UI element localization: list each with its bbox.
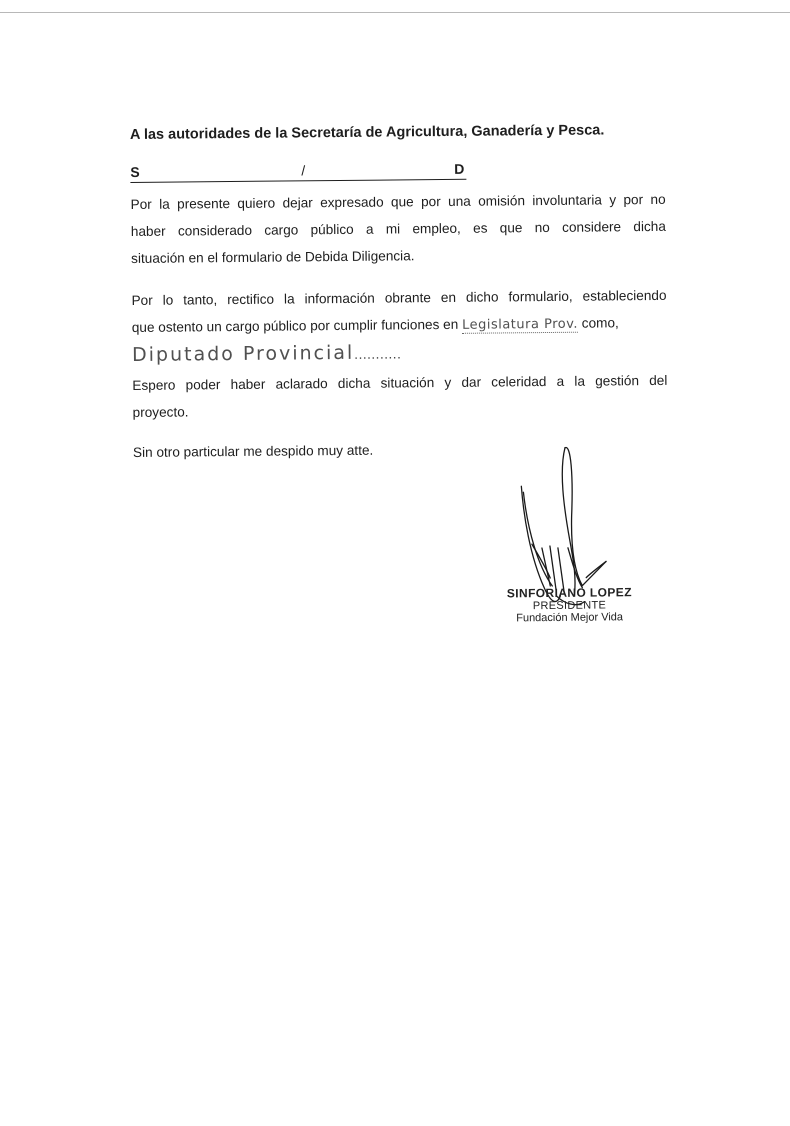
paragraph-line: Por lo tanto, rectifico la información obrante en dicho formulario, estableciendo xyxy=(131,287,667,308)
signatory-organization: Fundación Mejor Vida xyxy=(516,611,624,625)
paragraph-line xyxy=(132,337,667,370)
signature-block xyxy=(493,435,655,647)
paragraph-line xyxy=(132,309,667,342)
paragraph-line: situación en el formulario de Debida Diligencia. xyxy=(131,248,415,266)
salutation-left: S xyxy=(130,163,140,180)
paragraph-rectification xyxy=(131,282,667,370)
salutation-separator: / xyxy=(301,162,306,179)
position-prefix: que ostento un cargo público por cumplir funciones en xyxy=(131,316,459,335)
addressee: A las autoridades de la Secretaría de Agricultura, Ganadería y Pesca. xyxy=(129,122,605,143)
paragraph-line: haber considerado cargo público a mi empleo, es que no considere dicha xyxy=(130,218,666,239)
paragraph-omission xyxy=(130,186,666,272)
dotted-fill: ........... xyxy=(354,346,402,362)
salutation-right: D xyxy=(454,160,465,177)
paragraph-line: proyecto. xyxy=(132,404,189,420)
paragraph-clarification xyxy=(132,367,667,426)
signatory-role: PRESIDENTE xyxy=(532,599,607,613)
closing-text: Sin otro particular me despido muy atte. xyxy=(132,442,374,460)
position-suffix: como, xyxy=(581,315,619,331)
paragraph-line: Por la presente quiero dejar expresado que por una omisión involuntaria y por no xyxy=(130,191,666,212)
handwritten-institution: Legislatura Prov. xyxy=(461,316,579,333)
signature-stamp xyxy=(494,585,644,625)
handwritten-position: Diputado Provincial xyxy=(131,341,355,366)
salutation-line xyxy=(130,159,466,183)
signatory-name: SINFORIANO LOPEZ xyxy=(506,585,632,601)
paragraph-line: Espero poder haber aclarado dicha situación y dar celeridad a la gestión del xyxy=(132,372,668,393)
